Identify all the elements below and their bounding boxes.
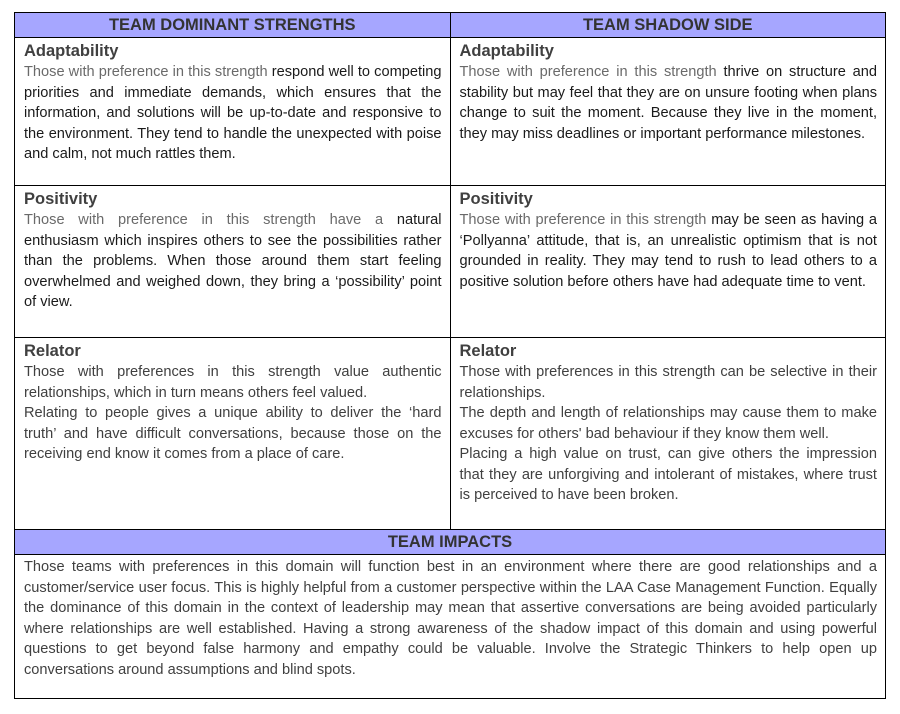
shadow-paragraph: Placing a high value on trust, can give others the impression that they are unforgiving and intolerant of mistakes, where trust is perceived to have been broken. — [459, 446, 877, 503]
description-rest: natural enthusiasm which inspires others to see the possibilities rather than the problems. When those around them start feeling overwhelmed and weighed down, they bring a ‘possibility’ point of view. — [24, 212, 442, 310]
impacts-header-row — [15, 530, 885, 555]
shadow-title: Adaptability — [459, 42, 554, 60]
description-rest: thrive on structure and stability but may feel that they are on unsure footing when plans change to suit the moment. Because they live in the moment, they may miss deadlines or important performance milestones. — [459, 64, 878, 142]
strength-description — [24, 62, 442, 165]
description-lead: Those with preference in this strength — [459, 64, 717, 80]
description-rest: respond well to competing priorities and immediate demands, which ensures that the information, and solutions will be up-to-date and responsive to the environment. They tend to handle the unexpected with poise and calm, not much rattles them. — [24, 64, 442, 162]
impacts-row — [15, 555, 885, 698]
table-row-adaptability — [15, 38, 885, 186]
strength-cell — [15, 38, 451, 185]
strength-title: Positivity — [24, 190, 98, 208]
header-impacts: TEAM IMPACTS — [387, 533, 513, 551]
shadow-cell — [451, 186, 886, 337]
strength-paragraph: Relating to people gives a unique ability to deliver the ‘hard truth’ and have difficult conversations, because those on the receiving end know it comes from a place of care. — [24, 405, 442, 462]
shadow-description — [460, 62, 878, 144]
description-lead: Those with preference in this strength — [459, 212, 707, 228]
strength-title: Adaptability — [24, 42, 119, 60]
strength-paragraph: Those with preferences in this strength value authentic relationships, which in turn means others feel valued. — [24, 364, 442, 401]
shadow-description — [460, 210, 878, 292]
table-header-row — [15, 13, 885, 38]
impacts-text: Those teams with preferences in this domain will function best in an environment where there are good relationships and a customer/service user focus. This is highly helpful from a customer perspective within the LAA Case Management Function. Equally the dominance of this domain in the context of leadership may mean that assertive conversations are being avoided particularly where relationships are well established. Having a strong awareness of the shadow impact of this domain and using powerful questions to get beyond false harmony and empathy could be valuable. Involve the Strategic Thinkers to help open up conversations around assumptions and blind spots. — [24, 559, 877, 678]
shadow-title: Relator — [459, 342, 517, 360]
strength-cell — [15, 186, 451, 337]
header-strengths: TEAM DOMINANT STRENGTHS — [15, 13, 451, 37]
strength-description — [24, 210, 442, 313]
description-lead: Those with preference in this strength — [24, 64, 268, 80]
table-row-positivity — [15, 186, 885, 338]
shadow-title: Positivity — [459, 190, 533, 208]
table-row-relator — [15, 338, 885, 530]
team-strengths-table — [14, 12, 886, 699]
description-rest: may be seen as having a ‘Pollyanna’ attitude, that is, an unrealistic optimism that is not grounded in reality. They may tend to rush to lead others to a positive solution before others have had adequate time to vent. — [459, 212, 878, 290]
strength-title: Relator — [24, 342, 81, 360]
shadow-paragraph: Those with preferences in this strength can be selective in their relationships. — [459, 364, 877, 401]
shadow-cell — [451, 38, 886, 185]
strength-cell — [15, 338, 451, 529]
description-lead: Those with preference in this strength have a — [24, 212, 384, 228]
shadow-paragraph: The depth and length of relationships may cause them to make excuses for others' bad behaviour if they know them well. — [459, 405, 877, 442]
header-shadow: TEAM SHADOW SIDE — [582, 16, 753, 34]
shadow-cell — [451, 338, 886, 529]
